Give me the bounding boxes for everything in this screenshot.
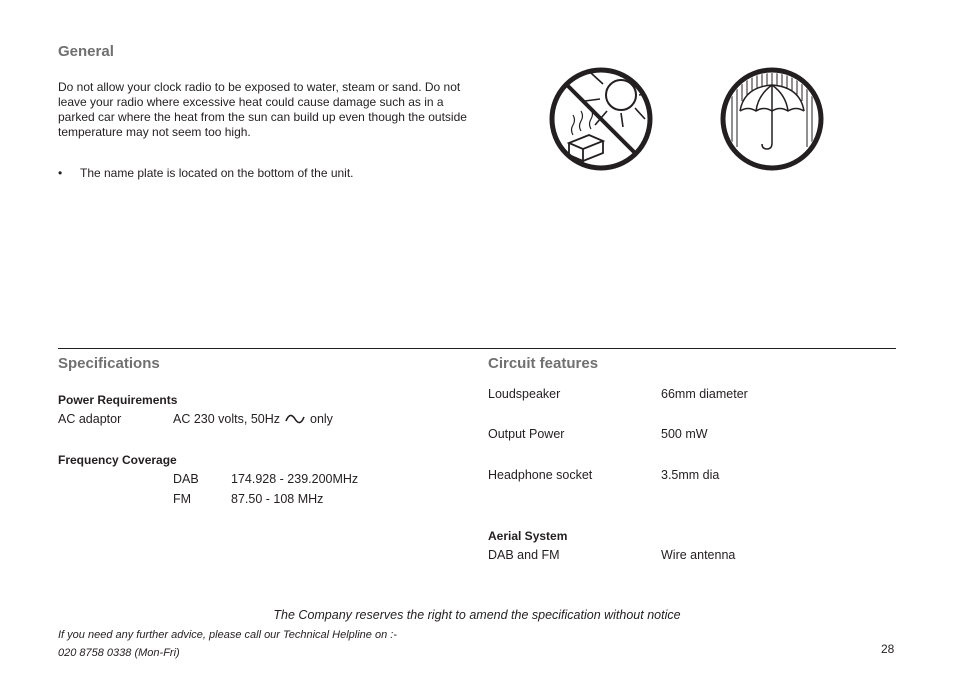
- general-paragraph: Do not allow your clock radio to be exposed to water, steam or sand. Do not leave your radio where excessive heat could cause damage such as in a parked car where the heat from the sun can build up even though the outside temperature may not seem too high.: [58, 80, 467, 139]
- freq-band-dab: DAB: [173, 472, 199, 486]
- ac-value-prefix: AC 230 volts, 50Hz: [173, 412, 280, 426]
- circuit-value-loudspeaker: 66mm diameter: [661, 387, 748, 401]
- ac-sine-wave-icon: [285, 412, 305, 426]
- ac-value-suffix: only: [310, 412, 333, 426]
- freq-range-fm: 87.50 - 108 MHz: [231, 492, 324, 506]
- circuit-value-output-power: 500 mW: [661, 427, 708, 441]
- aerial-row-value: Wire antenna: [661, 548, 736, 562]
- frequency-coverage-label: Frequency Coverage: [58, 453, 177, 467]
- no-heat-sun-icon: [547, 65, 655, 173]
- aerial-system-label: Aerial System: [488, 529, 568, 543]
- circuit-label-output-power: Output Power: [488, 427, 565, 441]
- helpline-text: If you need any further advice, please call our Technical Helpline on :-: [58, 629, 397, 641]
- bullet-text: The name plate is located on the bottom of the unit.: [80, 166, 354, 180]
- ac-adaptor-label: AC adaptor: [58, 412, 122, 426]
- bullet-symbol: •: [58, 166, 63, 180]
- freq-range-dab: 174.928 - 239.200MHz: [231, 472, 359, 486]
- ac-adaptor-value: [173, 412, 333, 426]
- freq-band-fm: FM: [173, 492, 192, 506]
- power-requirements-label: Power Requirements: [58, 393, 178, 407]
- aerial-row-label: DAB and FM: [488, 548, 560, 562]
- specifications-heading: Specifications: [58, 355, 160, 372]
- helpline-phone: 020 8758 0338 (Mon-Fri): [58, 647, 180, 659]
- circuit-features-heading: Circuit features: [488, 355, 599, 372]
- section-divider: [58, 348, 896, 349]
- amend-notice: The Company reserves the right to amend the specification without notice: [273, 608, 681, 622]
- general-heading: General: [58, 43, 114, 60]
- circuit-label-loudspeaker: Loudspeaker: [488, 387, 561, 401]
- circuit-value-headphone: 3.5mm dia: [661, 468, 720, 482]
- page-number: 28: [881, 642, 895, 656]
- umbrella-rain-icon: [718, 65, 826, 173]
- circuit-label-headphone: Headphone socket: [488, 468, 593, 482]
